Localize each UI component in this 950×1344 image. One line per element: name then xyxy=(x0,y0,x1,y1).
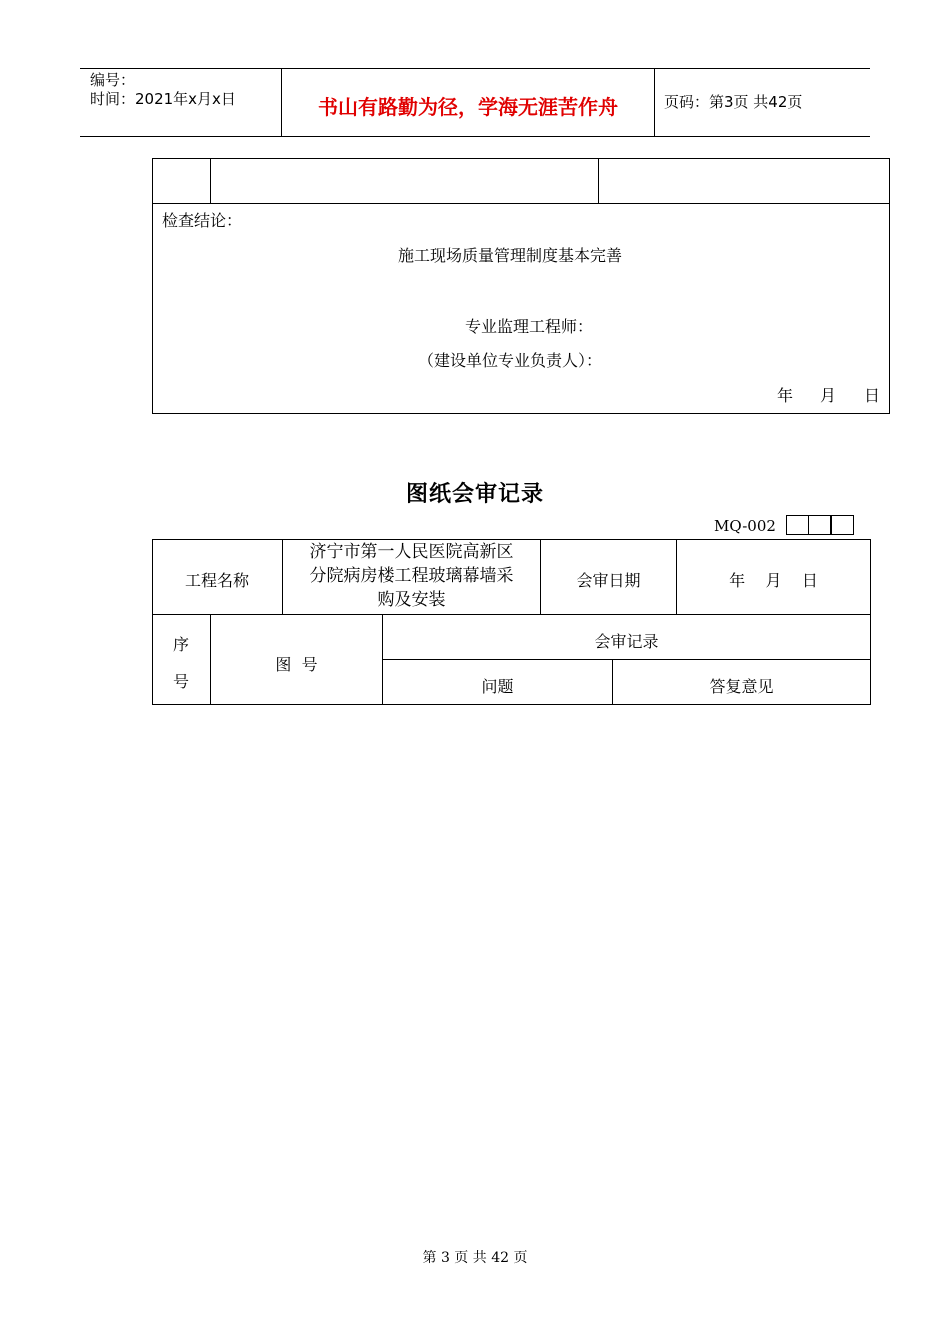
col-reply: 答复意见 xyxy=(709,677,774,696)
col-seq-line1: 序 xyxy=(172,635,189,654)
project-name-value xyxy=(283,540,540,612)
header-time-label: 时间：2021年x月x日 xyxy=(90,90,236,108)
inspection-top-border xyxy=(152,158,890,159)
date-day: 日 xyxy=(864,386,881,405)
inspection-right-border xyxy=(889,158,890,413)
header-divider-right xyxy=(654,68,655,136)
review-date-label: 会审日期 xyxy=(576,571,641,590)
col-question: 问题 xyxy=(481,677,514,696)
header-number-label: 编号： xyxy=(90,71,136,89)
inspection-row-divider xyxy=(152,203,890,204)
review-right-border xyxy=(870,539,871,704)
review-bottom-border xyxy=(152,704,871,705)
col-review-record: 会审记录 xyxy=(594,632,659,651)
review-date-value: 年 月 日 xyxy=(729,571,818,590)
review-title: 图纸会审记录 xyxy=(405,481,544,507)
inspection-left-border xyxy=(152,158,153,413)
owner-label: （建设单位专业负责人）： xyxy=(418,351,603,370)
form-code-box xyxy=(786,515,809,535)
date-month: 月 xyxy=(820,386,837,405)
project-name-line: 购及安装 xyxy=(377,590,446,610)
project-name-label: 工程名称 xyxy=(184,571,249,590)
review-row-divider xyxy=(152,614,871,615)
engineer-label: 专业监理工程师： xyxy=(465,317,594,336)
header-motto: 书山有路勤为径，学海无涯苦作舟 xyxy=(318,95,618,119)
date-year: 年 xyxy=(777,386,794,405)
conclusion-text: 施工现场质量管理制度基本完善 xyxy=(398,246,623,265)
header-page-info: 页码：第3页 共42页 xyxy=(664,93,803,111)
project-name-line: 分院病房楼工程玻璃幕墙采 xyxy=(309,566,514,586)
inspection-bottom-border xyxy=(152,413,890,414)
inspection-cell-divider-2 xyxy=(598,158,599,203)
col-seq-line2: 号 xyxy=(172,672,189,691)
conclusion-label: 检查结论： xyxy=(162,211,243,230)
inspection-cell-divider-1 xyxy=(210,158,211,203)
project-name-line: 济宁市第一人民医院高新区 xyxy=(309,542,514,562)
footer-page-number: 第 3 页 共 42 页 xyxy=(422,1250,528,1266)
review-subheader-divider xyxy=(382,659,871,660)
header-bottom-rule xyxy=(80,136,870,137)
form-code: MQ-002 xyxy=(714,517,776,535)
col-drawing-no: 图 号 xyxy=(275,655,318,674)
form-code-box xyxy=(808,515,831,535)
header-top-rule xyxy=(80,68,870,69)
form-code-box xyxy=(831,515,854,535)
